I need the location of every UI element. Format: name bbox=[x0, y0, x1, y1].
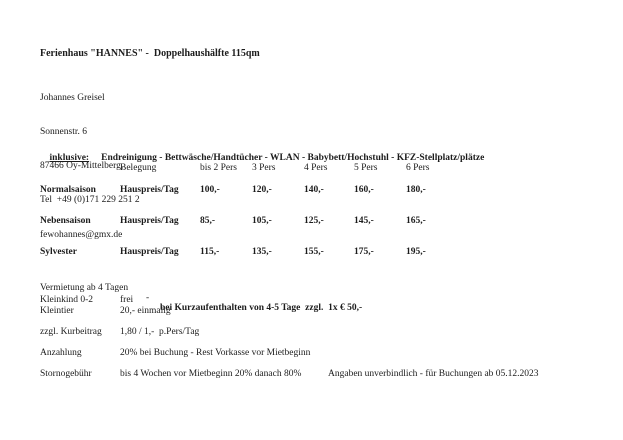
fee-row-anzahlung bbox=[40, 348, 310, 358]
season-label: Nebensaison bbox=[40, 216, 91, 226]
disclaimer-text: Angaben unverbindlich - für Buchungen ab 05.12.2023 bbox=[328, 369, 539, 379]
col-belegung: Belegung bbox=[120, 163, 157, 173]
unit-label: Hauspreis/Tag bbox=[120, 185, 179, 195]
price-table-header bbox=[40, 163, 458, 173]
unit-label: Hauspreis/Tag bbox=[120, 216, 179, 226]
page-title: Ferienhaus "HANNES" - Doppelhaushälfte 115qm bbox=[40, 48, 260, 59]
price-cell: 145,- bbox=[354, 216, 374, 226]
rental-dash: - bbox=[146, 293, 150, 303]
fee-value: 20% bei Buchung - Rest Vorkasse vor Mietbeginn bbox=[120, 348, 311, 358]
price-cell: 135,- bbox=[252, 247, 272, 257]
col-4-pers: 4 Pers bbox=[304, 163, 328, 173]
contact-email: fewohannes@gmx.de bbox=[40, 229, 123, 240]
fee-value: frei bbox=[120, 295, 134, 305]
price-cell: 125,- bbox=[304, 216, 324, 226]
price-cell: 165,- bbox=[406, 216, 426, 226]
season-label: Normalsaison bbox=[40, 185, 96, 195]
col-bis-2-pers: bis 2 Pers bbox=[200, 163, 237, 173]
table-row-normalsaison bbox=[40, 185, 458, 195]
fee-value: 20,- einmalig bbox=[120, 306, 171, 316]
price-cell: 85,- bbox=[200, 216, 216, 226]
fee-label: zzgl. Kurbeitrag bbox=[40, 327, 102, 337]
price-cell: 160,- bbox=[354, 185, 374, 195]
col-5-pers: 5 Pers bbox=[354, 163, 378, 173]
short-stay-surcharge-text: bei Kurzaufenthalten von 4-5 Tage zzgl. 1x € 50,- bbox=[160, 303, 363, 313]
rental-minimum-text: Vermietung ab 4 Tagen bbox=[40, 283, 129, 293]
fee-label: Stornogebühr bbox=[40, 369, 92, 379]
fee-row-kurbeitrag bbox=[40, 327, 199, 337]
price-cell: 105,- bbox=[252, 216, 272, 226]
fee-label: Anzahlung bbox=[40, 348, 82, 358]
header-spacer-cell bbox=[40, 163, 120, 173]
fee-label: Kleintier bbox=[40, 306, 74, 316]
table-row-nebensaison bbox=[40, 216, 458, 226]
price-cell: 100,- bbox=[200, 185, 220, 195]
fee-row-kleintier bbox=[40, 306, 171, 316]
fee-label: Kleinkind 0-2 bbox=[40, 295, 94, 305]
contact-street: Sonnenstr. 6 bbox=[40, 127, 87, 138]
fee-row-stornogebuehr bbox=[40, 369, 301, 379]
contact-phone: Tel +49 (0)171 229 251 2 bbox=[40, 195, 140, 206]
fee-value: 1,80 / 1,- p.Pers/Tag bbox=[120, 327, 200, 337]
price-cell: 180,- bbox=[406, 185, 426, 195]
unit-label: Hauspreis/Tag bbox=[120, 247, 179, 257]
col-3-pers: 3 Pers bbox=[252, 163, 276, 173]
contact-name: Johannes Greisel bbox=[40, 92, 105, 103]
inclusive-label: inklusive: bbox=[49, 153, 90, 163]
col-6-pers: 6 Pers bbox=[406, 163, 430, 173]
inclusive-text: Endreinigung - Bettwäsche/Handtücher - WLAN - Babybett/Hochstuhl - KFZ-Stellplatz/plätze bbox=[101, 153, 485, 163]
price-cell: 115,- bbox=[200, 247, 220, 257]
contact-city: 87466 Oy-Mittelberg, bbox=[40, 161, 124, 172]
season-label: Sylvester bbox=[40, 247, 77, 257]
table-row-sylvester bbox=[40, 247, 458, 257]
fee-row-kleinkind bbox=[40, 295, 133, 305]
price-cell: 155,- bbox=[304, 247, 324, 257]
price-cell: 175,- bbox=[354, 247, 374, 257]
price-cell: 195,- bbox=[406, 247, 426, 257]
price-cell: 120,- bbox=[252, 185, 272, 195]
price-cell: 140,- bbox=[304, 185, 324, 195]
fee-value: bis 4 Wochen vor Mietbeginn 20% danach 80% bbox=[120, 369, 302, 379]
